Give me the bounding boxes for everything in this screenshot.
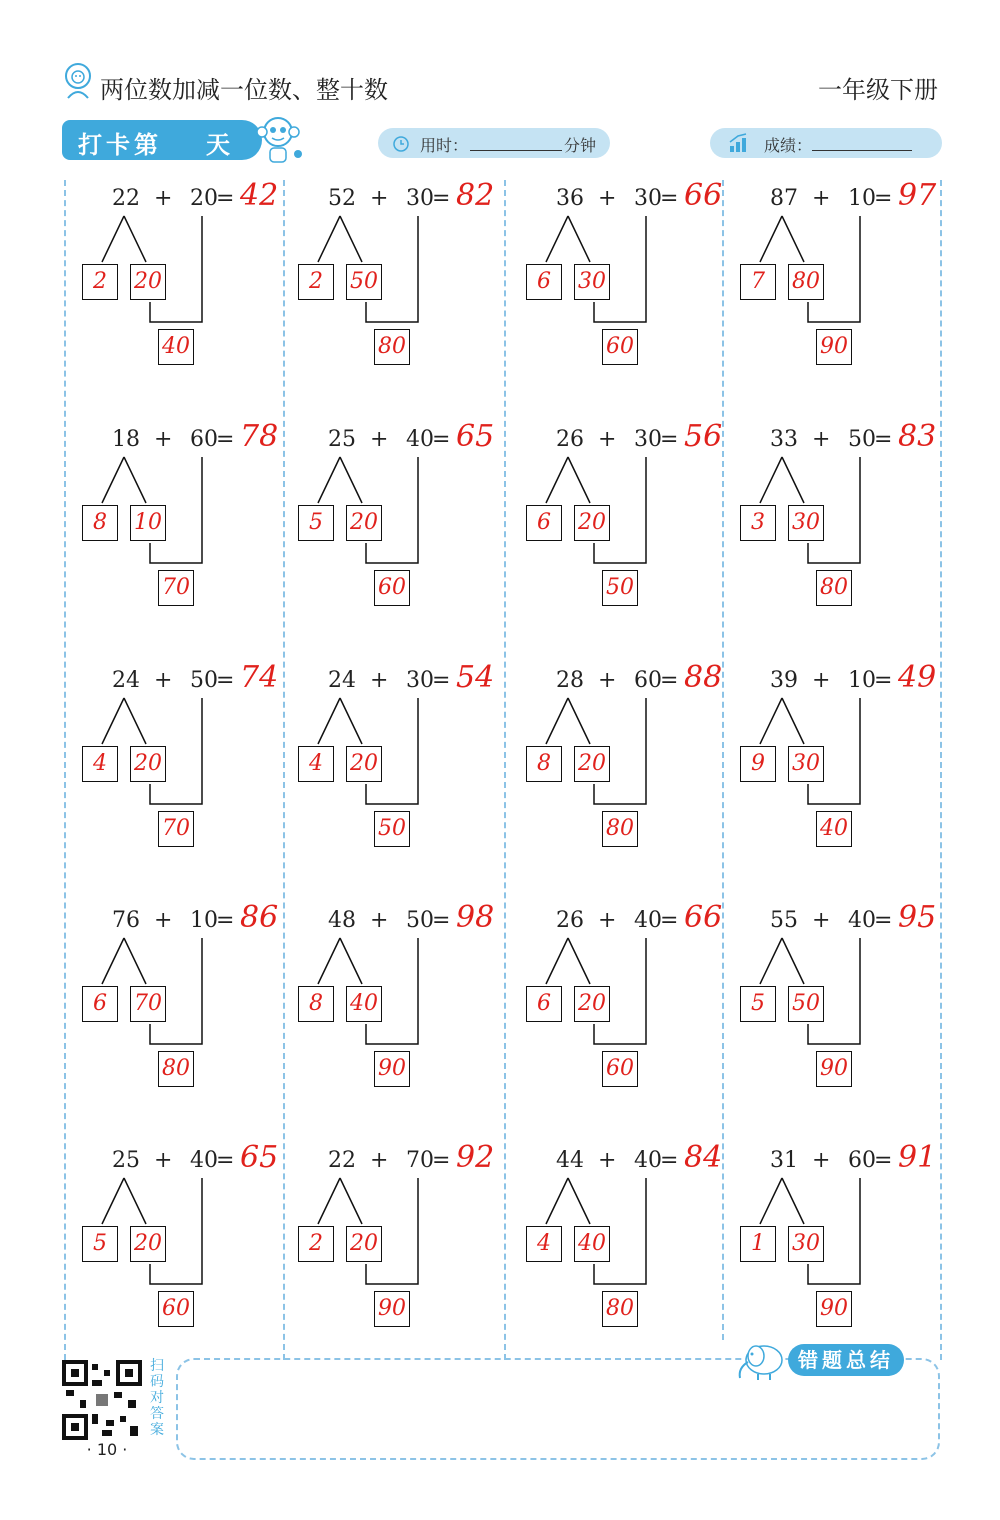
split-ones-box[interactable]: 4 <box>82 746 118 782</box>
answer[interactable]: 42 <box>240 178 279 213</box>
split-ones-box[interactable]: 8 <box>526 746 562 782</box>
page-number: · 10 · <box>86 1440 128 1459</box>
split-tens-box[interactable]: 10 <box>130 505 166 541</box>
operator: + <box>598 1148 617 1173</box>
operand-b: 20 <box>190 186 218 211</box>
operand-b: 60 <box>190 427 218 452</box>
answer[interactable]: 65 <box>456 419 495 454</box>
operand-b: 50 <box>848 427 876 452</box>
tens-sum-box[interactable]: 40 <box>158 329 194 365</box>
equals-sign: = <box>216 1148 235 1173</box>
problem-item <box>296 419 511 657</box>
split-ones-box[interactable]: 4 <box>298 746 334 782</box>
operator: + <box>598 186 617 211</box>
tens-sum-box[interactable]: 70 <box>158 570 194 606</box>
operand-a: 55 <box>770 908 798 933</box>
robot-mascot-icon <box>248 112 308 168</box>
answer[interactable]: 54 <box>456 660 495 695</box>
operand-a: 26 <box>556 908 584 933</box>
checkin-banner <box>62 120 262 160</box>
tens-sum-box[interactable]: 60 <box>158 1291 194 1327</box>
split-tens-box[interactable]: 20 <box>346 1226 382 1262</box>
problem-item <box>80 419 295 657</box>
operand-b: 30 <box>634 186 662 211</box>
operand-b: 60 <box>848 1148 876 1173</box>
checkin-prefix: 打卡第 <box>78 131 162 159</box>
tens-sum-box[interactable]: 80 <box>602 1291 638 1327</box>
split-ones-box[interactable]: 7 <box>740 264 776 300</box>
answer[interactable]: 92 <box>456 1140 495 1175</box>
problem-item <box>524 660 739 898</box>
problem-item <box>296 900 511 1138</box>
operand-b: 50 <box>406 908 434 933</box>
operator: + <box>154 427 173 452</box>
time-unit: 分钟 <box>564 136 597 155</box>
problem-item <box>524 900 739 1138</box>
tens-sum-box[interactable]: 50 <box>374 811 410 847</box>
tens-sum-box[interactable]: 60 <box>602 1051 638 1087</box>
operand-b: 30 <box>634 427 662 452</box>
answer[interactable]: 98 <box>456 900 495 935</box>
operand-a: 28 <box>556 668 584 693</box>
split-ones-box[interactable]: 1 <box>740 1226 776 1262</box>
qr-code-icon <box>62 1360 142 1440</box>
operand-a: 52 <box>328 186 356 211</box>
operator: + <box>812 1148 831 1173</box>
score-label: 成绩： <box>764 136 813 155</box>
operand-b: 40 <box>634 1148 662 1173</box>
split-tens-box[interactable]: 50 <box>788 986 824 1022</box>
split-tens-box[interactable]: 20 <box>346 505 382 541</box>
operator: + <box>154 1148 173 1173</box>
tens-sum-box[interactable]: 70 <box>158 811 194 847</box>
tens-sum-box[interactable]: 80 <box>602 811 638 847</box>
answer[interactable]: 66 <box>684 178 723 213</box>
equals-sign: = <box>216 668 235 693</box>
answer[interactable]: 83 <box>898 419 937 454</box>
operator: + <box>370 668 389 693</box>
problem-item <box>80 660 295 898</box>
problem-item <box>738 419 953 657</box>
split-ones-box[interactable]: 2 <box>82 264 118 300</box>
equals-sign: = <box>660 668 679 693</box>
tens-sum-box[interactable]: 40 <box>816 811 852 847</box>
operand-b: 30 <box>406 186 434 211</box>
split-tens-box[interactable]: 20 <box>130 746 166 782</box>
problem-item <box>738 178 953 416</box>
elephant-icon <box>730 1338 790 1382</box>
operand-a: 26 <box>556 427 584 452</box>
mistake-summary-title: 错题总结 <box>788 1344 904 1376</box>
equals-sign: = <box>874 1148 893 1173</box>
tens-sum-box[interactable]: 80 <box>816 570 852 606</box>
operand-a: 22 <box>112 186 140 211</box>
operand-b: 40 <box>190 1148 218 1173</box>
split-ones-box[interactable]: 5 <box>298 505 334 541</box>
tens-sum-box[interactable]: 90 <box>816 1291 852 1327</box>
answer[interactable]: 91 <box>898 1140 937 1175</box>
operand-a: 39 <box>770 668 798 693</box>
answer[interactable]: 74 <box>240 660 279 695</box>
operand-a: 48 <box>328 908 356 933</box>
answer[interactable]: 84 <box>684 1140 723 1175</box>
answer[interactable]: 65 <box>240 1140 279 1175</box>
tens-sum-box[interactable]: 90 <box>374 1291 410 1327</box>
scan-answer-hint: 扫码对答案 <box>150 1358 164 1438</box>
operand-b: 10 <box>848 668 876 693</box>
operand-b: 10 <box>848 186 876 211</box>
operator: + <box>370 186 389 211</box>
problem-item <box>296 660 511 898</box>
operand-a: 36 <box>556 186 584 211</box>
problem-item <box>296 1140 511 1378</box>
operand-a: 44 <box>556 1148 584 1173</box>
answer[interactable]: 97 <box>898 178 937 213</box>
operand-b: 40 <box>848 908 876 933</box>
operand-a: 87 <box>770 186 798 211</box>
operator: + <box>598 908 617 933</box>
equals-sign: = <box>432 186 451 211</box>
tens-sum-box[interactable]: 90 <box>374 1051 410 1087</box>
tens-sum-box[interactable]: 50 <box>602 570 638 606</box>
equals-sign: = <box>432 668 451 693</box>
split-ones-box[interactable]: 6 <box>526 264 562 300</box>
operator: + <box>370 427 389 452</box>
equals-sign: = <box>432 1148 451 1173</box>
equals-sign: = <box>660 427 679 452</box>
split-tens-box[interactable]: 40 <box>346 986 382 1022</box>
operand-b: 30 <box>406 668 434 693</box>
split-tens-box[interactable]: 70 <box>130 986 166 1022</box>
equals-sign: = <box>216 186 235 211</box>
operator: + <box>598 427 617 452</box>
equals-sign: = <box>874 427 893 452</box>
operand-a: 25 <box>112 1148 140 1173</box>
answer[interactable]: 82 <box>456 178 495 213</box>
operator: + <box>812 427 831 452</box>
equals-sign: = <box>874 186 893 211</box>
operand-a: 76 <box>112 908 140 933</box>
split-tens-box[interactable]: 20 <box>574 986 610 1022</box>
operand-b: 40 <box>634 908 662 933</box>
split-ones-box[interactable]: 3 <box>740 505 776 541</box>
answer[interactable]: 66 <box>684 900 723 935</box>
equals-sign: = <box>874 668 893 693</box>
operator: + <box>598 668 617 693</box>
operator: + <box>812 908 831 933</box>
operand-b: 70 <box>406 1148 434 1173</box>
clock-icon <box>392 134 410 152</box>
page-title: 两位数加减一位数、整十数 <box>100 76 388 104</box>
split-tens-box[interactable]: 40 <box>574 1226 610 1262</box>
split-tens-box[interactable]: 30 <box>574 264 610 300</box>
equals-sign: = <box>216 427 235 452</box>
split-tens-box[interactable]: 20 <box>574 505 610 541</box>
operand-a: 24 <box>328 668 356 693</box>
column-divider <box>64 180 66 1360</box>
answer[interactable]: 56 <box>684 419 723 454</box>
operand-b: 60 <box>634 668 662 693</box>
split-ones-box[interactable]: 5 <box>740 986 776 1022</box>
split-ones-box[interactable]: 6 <box>526 505 562 541</box>
equals-sign: = <box>874 908 893 933</box>
operand-b: 50 <box>190 668 218 693</box>
answer[interactable]: 88 <box>684 660 723 695</box>
answer[interactable]: 86 <box>240 900 279 935</box>
answer[interactable]: 78 <box>240 419 279 454</box>
problem-item <box>738 900 953 1138</box>
operand-b: 10 <box>190 908 218 933</box>
operand-a: 31 <box>770 1148 798 1173</box>
split-tens-box[interactable]: 50 <box>346 264 382 300</box>
operator: + <box>812 186 831 211</box>
equals-sign: = <box>660 908 679 933</box>
problem-item <box>524 419 739 657</box>
score-chart-icon <box>728 132 750 154</box>
score-field <box>710 128 942 158</box>
split-ones-box[interactable]: 8 <box>82 505 118 541</box>
tens-sum-box[interactable]: 60 <box>374 570 410 606</box>
answer[interactable]: 49 <box>898 660 937 695</box>
time-label: 用时： <box>420 136 469 155</box>
problem-item <box>738 660 953 898</box>
operand-a: 25 <box>328 427 356 452</box>
problem-item <box>524 1140 739 1378</box>
split-tens-box[interactable]: 20 <box>346 746 382 782</box>
equals-sign: = <box>660 186 679 211</box>
split-ones-box[interactable]: 5 <box>82 1226 118 1262</box>
tens-sum-box[interactable]: 90 <box>816 1051 852 1087</box>
operand-a: 22 <box>328 1148 356 1173</box>
score-blank[interactable] <box>812 150 912 151</box>
tens-sum-box[interactable]: 80 <box>374 329 410 365</box>
operator: + <box>370 908 389 933</box>
checkin-suffix: 天 <box>206 131 230 159</box>
problem-item <box>296 178 511 416</box>
tens-sum-box[interactable]: 80 <box>158 1051 194 1087</box>
equals-sign: = <box>216 908 235 933</box>
tens-sum-box[interactable]: 60 <box>602 329 638 365</box>
equals-sign: = <box>432 908 451 933</box>
grade-label: 一年级下册 <box>818 76 938 104</box>
split-ones-box[interactable]: 2 <box>298 264 334 300</box>
lion-logo-icon <box>62 62 94 100</box>
equals-sign: = <box>432 427 451 452</box>
split-tens-box[interactable]: 20 <box>574 746 610 782</box>
problem-item <box>80 900 295 1138</box>
operator: + <box>154 668 173 693</box>
split-tens-box[interactable]: 80 <box>788 264 824 300</box>
split-tens-box[interactable]: 30 <box>788 746 824 782</box>
equals-sign: = <box>660 1148 679 1173</box>
split-ones-box[interactable]: 6 <box>82 986 118 1022</box>
operator: + <box>370 1148 389 1173</box>
operator: + <box>154 908 173 933</box>
operator: + <box>812 668 831 693</box>
time-blank[interactable] <box>470 150 562 151</box>
split-ones-box[interactable]: 2 <box>298 1226 334 1262</box>
split-tens-box[interactable]: 30 <box>788 1226 824 1262</box>
split-tens-box[interactable]: 30 <box>788 505 824 541</box>
split-tens-box[interactable]: 20 <box>130 1226 166 1262</box>
problem-item <box>80 178 295 416</box>
answer[interactable]: 95 <box>898 900 937 935</box>
operator: + <box>154 186 173 211</box>
split-ones-box[interactable]: 9 <box>740 746 776 782</box>
operand-a: 24 <box>112 668 140 693</box>
operand-a: 18 <box>112 427 140 452</box>
problem-item <box>80 1140 295 1378</box>
split-tens-box[interactable]: 20 <box>130 264 166 300</box>
tens-sum-box[interactable]: 90 <box>816 329 852 365</box>
split-ones-box[interactable]: 4 <box>526 1226 562 1262</box>
time-field <box>378 128 610 158</box>
operand-a: 33 <box>770 427 798 452</box>
operand-b: 40 <box>406 427 434 452</box>
split-ones-box[interactable]: 8 <box>298 986 334 1022</box>
problem-item <box>524 178 739 416</box>
split-ones-box[interactable]: 6 <box>526 986 562 1022</box>
